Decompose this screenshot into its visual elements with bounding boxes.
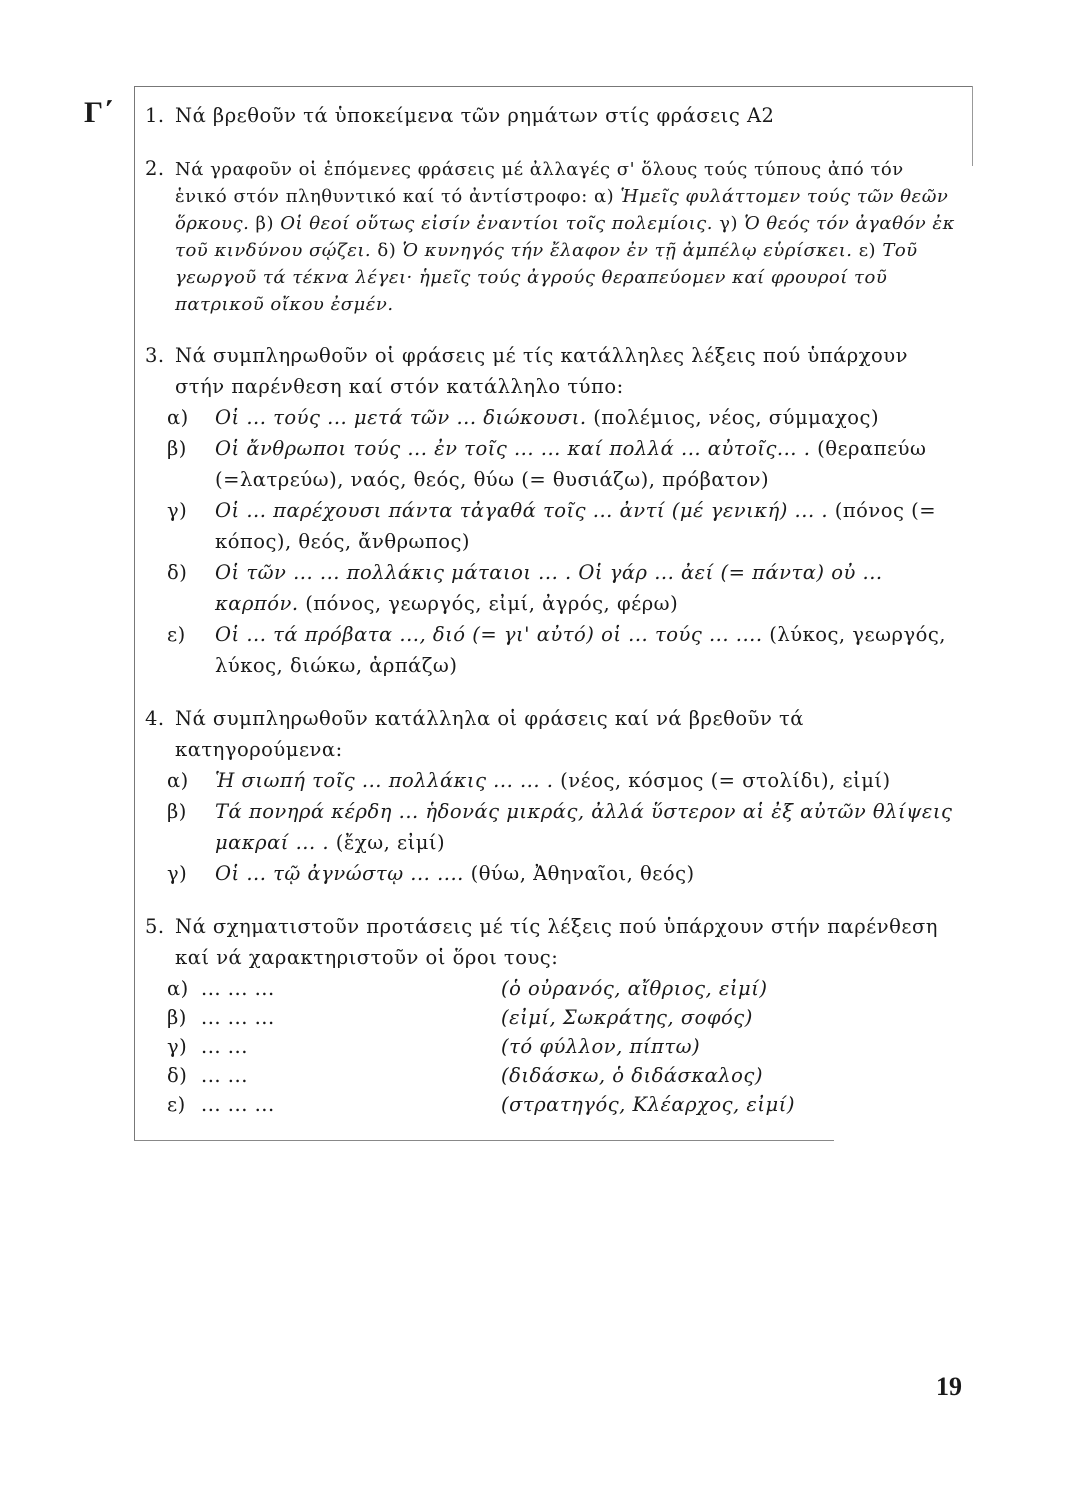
word-hint: (ὁ οὐρανός, αἴθριος, εἰμί): [501, 977, 768, 1000]
word-hint: (πόνος (= κόπος), θεός, ἄνθρωπος): [215, 499, 937, 553]
sentence: Ἡμεῖς φυλάττομεν τούς τῶν θεῶν ὅρκους.: [175, 186, 949, 234]
sentence: Οἱ θεοί οὕτως εἰσίν ἐναντίοι τοῖς πολεμίοις.: [280, 213, 713, 234]
blank-dots: ... ...: [201, 1035, 248, 1058]
word-hint: (στρατηγός, Κλέαρχος, εἰμί): [501, 1093, 795, 1116]
sentence: Ὁ κυνηγός τήν ἔλαφον ἐν τῇ ἀμπέλῳ εὑρίσκει.: [402, 240, 853, 261]
exercise-2: [145, 153, 960, 318]
item-label: δ): [377, 240, 397, 261]
exercise-number: 2.: [145, 157, 165, 180]
item-label: β): [167, 800, 187, 823]
exercise-1: [145, 100, 960, 131]
word-hint: (θύω, Ἀθηναῖοι, θεός): [463, 862, 695, 885]
item-label: α): [167, 769, 189, 792]
exercise-number: 3.: [145, 344, 165, 367]
list-item: [145, 858, 960, 889]
frame-bottom-border: [134, 1140, 834, 1141]
item-label: α): [594, 186, 615, 207]
item-label: γ): [167, 1035, 188, 1058]
blank-dots: ... ... ...: [201, 977, 275, 1000]
fill-in-phrase: Οἱ ... τούς ... μετά τῶν ... διώκουσι.: [215, 406, 587, 429]
item-label: α): [167, 406, 189, 429]
word-hint: (θεραπεύω (=λατρεύω), ναός, θεός, θύω (= θυσιάζω), πρόβατον): [215, 437, 927, 491]
item-label: ε): [167, 1093, 186, 1116]
item-label: γ): [167, 862, 188, 885]
item-label: β): [167, 437, 187, 460]
fill-in-phrase: Οἱ ... παρέχουσι πάντα τἀγαθά τοῖς ... ἀντί (μέ γενική) ... .: [215, 499, 829, 522]
list-item: [167, 1002, 960, 1031]
list-item: [145, 557, 960, 619]
blank-dots: ... ...: [201, 1064, 248, 1087]
exercise-5: [145, 911, 960, 1118]
frame-right-border: [972, 86, 973, 166]
exercise-instruction: Νά συμπληρωθοῦν οἱ φράσεις μέ τίς κατάλληλες λέξεις πού ὑπάρχουν στήν παρένθεση καί στόν κατάλληλο τύπο:: [175, 344, 908, 398]
item-label: ε): [167, 623, 186, 646]
list-item: [167, 1031, 960, 1060]
word-hint: (λύκος, γεωργός, λύκος, διώκω, ἁρπάζω): [215, 623, 946, 677]
exercise-instruction: Νά γραφοῦν οἱ ἑπόμενες φράσεις μέ ἀλλαγές σ' ὅλους τούς τύπους ἀπό τόν ἑνικό στόν πληθυντικό καί τό ἀντίστροφο:: [175, 159, 904, 207]
list-item: [167, 1060, 960, 1089]
item-label: α): [167, 977, 189, 1000]
word-hint: (ἔχω, εἰμί): [329, 831, 446, 854]
frame-left-border: [134, 86, 135, 1140]
item-label: δ): [167, 561, 188, 584]
item-label: β): [255, 213, 274, 234]
sentence: Τοῦ γεωργοῦ τά τέκνα λέγει· ἡμεῖς τούς ἀγρούς θεραπεύομεν καί φρουροί τοῦ πατρικοῦ οἴκου ἐσμέν.: [175, 240, 918, 315]
exercise-instruction: Νά βρεθοῦν τά ὑποκείμενα τῶν ρημάτων στίς φράσεις Α2: [175, 104, 775, 127]
frame-top-border: [134, 86, 972, 87]
word-hint: (νέος, κόσμος (= στολίδι), εἰμί): [553, 769, 891, 792]
list-item: [145, 495, 960, 557]
word-hint: (πόνος, γεωργός, εἰμί, ἀγρός, φέρω): [298, 592, 679, 615]
exercise-number: 5.: [145, 915, 165, 938]
exercise-box: [145, 100, 960, 1118]
fill-in-phrase: Οἱ τῶν ... ... πολλάκις μάταιοι ... . Οἱ γάρ ... ἀεί (= πάντα) οὐ ... καρπόν.: [215, 561, 883, 615]
word-hint: (πολέμιος, νέος, σύμμαχος): [586, 406, 880, 429]
list-item: [145, 619, 960, 681]
item-label: β): [167, 1006, 187, 1029]
item-label: δ): [167, 1064, 188, 1087]
page-number: 19: [936, 1372, 962, 1401]
exercise-instruction: Νά σχηματιστοῦν προτάσεις μέ τίς λέξεις πού ὑπάρχουν στήν παρένθεση καί νά χαρακτηριστοῦν οἱ ὅροι τους:: [175, 915, 938, 969]
word-hint: (τό φύλλον, πίπτω): [501, 1035, 701, 1058]
list-item: [145, 433, 960, 495]
sentence-prompt-list: [145, 973, 960, 1118]
fill-in-phrase: Οἱ ... τά πρόβατα ..., διό (= γι' αὐτό) οἱ ... τούς ... ....: [215, 623, 770, 646]
sentence: Ὁ θεός τόν ἀγαθόν ἐκ τοῦ κινδύνου σῴζει.: [175, 213, 955, 261]
section-letter: Γ΄: [84, 96, 114, 129]
exercise-number: 1.: [145, 104, 165, 127]
exercise-instruction: Νά συμπληρωθοῦν κατάλληλα οἱ φράσεις καί νά βρεθοῦν τά κατηγορούμενα:: [175, 707, 804, 761]
blank-dots: ... ... ...: [201, 1093, 275, 1116]
fill-in-phrase: Οἱ ἄνθρωποι τούς ... ἐν τοῖς ... ... καί πολλά ... αὐτοῖς... .: [215, 437, 811, 460]
blank-dots: ... ... ...: [201, 1006, 275, 1029]
item-label: ε): [858, 240, 877, 261]
list-item: [167, 1089, 960, 1118]
exercise-3: [145, 340, 960, 681]
word-hint: (εἰμί, Σωκράτης, σοφός): [501, 1006, 753, 1029]
list-item: [145, 765, 960, 796]
item-label: γ): [719, 213, 738, 234]
exercise-4: [145, 703, 960, 889]
exercise-paragraph: [175, 156, 960, 318]
fill-in-phrase: Οἱ ... τῷ ἀγνώστῳ ... ....: [215, 862, 464, 885]
fill-in-phrase: Ἡ σιωπή τοῖς ... πολλάκις ... ... .: [215, 769, 554, 792]
list-item: [145, 796, 960, 858]
list-item: [167, 973, 960, 1002]
exercise-number: 4.: [145, 707, 165, 730]
list-item: [145, 402, 960, 433]
word-hint: (διδάσκω, ὁ διδάσκαλος): [501, 1064, 763, 1087]
fill-in-phrase: Τά πονηρά κέρδη ... ἡδονάς μικράς, ἀλλά ὕστερον αἱ ἐξ αὐτῶν θλίψεις μακραί ... .: [215, 800, 953, 854]
item-label: γ): [167, 499, 188, 522]
